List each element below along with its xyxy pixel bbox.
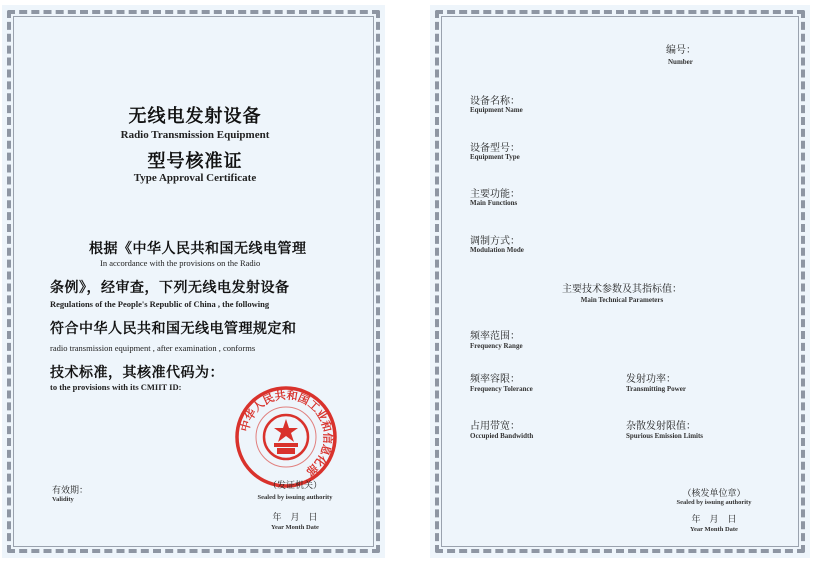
- svg-text:中华人民共和国工业和信息化部: 中华人民共和国工业和信息化部: [238, 388, 335, 478]
- body-line-2-en: Regulations of the People's Republic of China , the following: [50, 299, 270, 309]
- field-main-functions-zh: 主要功能：: [470, 189, 520, 200]
- body-line-4-zh: 技术标准，其核准代码为：: [50, 365, 224, 381]
- title-zh: 无线电发射设备: [128, 106, 262, 127]
- date-en: Year Month Date: [271, 524, 319, 531]
- field-equipment-type-zh: 设备型号：: [470, 143, 520, 154]
- subtitle-zh: 型号核准证: [147, 151, 243, 172]
- field-equipment-type-en: Equipment Type: [470, 153, 520, 161]
- body-line-1-zh: 根据《中华人民共和国无线电管理: [89, 241, 307, 257]
- field-equipment-name-zh: 设备名称：: [470, 96, 520, 107]
- official-seal-icon: [234, 385, 338, 489]
- param-transmitting-power-en: Transmitting Power: [626, 385, 686, 393]
- right-date-zh: 年 月 日: [691, 515, 737, 525]
- param-occupied-bandwidth-en: Occupied Bandwidth: [470, 432, 534, 440]
- certificate-front-page: [2, 5, 385, 558]
- params-title-en: Main Technical Parameters: [580, 296, 664, 304]
- certificate-detail-page: [430, 5, 810, 558]
- param-frequency-range-zh: 频率范围：: [470, 331, 520, 342]
- field-modulation-mode-zh: 调制方式：: [470, 236, 520, 247]
- issuer-zh: （发证机关）: [267, 481, 323, 491]
- param-frequency-tolerance-zh: 频率容限：: [470, 374, 520, 385]
- right-issuer-zh: （核发单位章）: [682, 489, 746, 499]
- field-main-functions-en: Main Functions: [470, 199, 518, 207]
- body-line-3-en: radio transmission equipment , after examination , conforms: [50, 343, 256, 353]
- body-line-1-en: In accordance with the provisions on the Radio: [100, 258, 261, 268]
- field-equipment-name-en: Equipment Name: [470, 106, 523, 114]
- param-frequency-range-en: Frequency Range: [470, 342, 523, 350]
- param-spurious-emission-en: Spurious Emission Limits: [626, 432, 704, 440]
- subtitle-en: Type Approval Certificate: [133, 172, 257, 184]
- body-line-2-zh: 条例》，经审查，下列无线电发射设备: [50, 280, 290, 296]
- title-en: Radio Transmission Equipment: [120, 129, 270, 141]
- right-date-en: Year Month Date: [690, 526, 738, 533]
- body-line-4-en: to the provisions with its CMIIT ID:: [50, 382, 182, 392]
- issuer-en: Sealed by issuing authority: [257, 494, 333, 501]
- params-title-zh: 主要技术参数及其指标值：: [562, 284, 682, 295]
- param-transmitting-power-zh: 发射功率：: [626, 374, 676, 385]
- number-en: Number: [668, 58, 693, 66]
- param-frequency-tolerance-en: Frequency Tolerance: [470, 385, 533, 393]
- right-issuer-en: Sealed by issuing authority: [676, 499, 752, 506]
- number-zh: 编号：: [666, 45, 696, 56]
- field-modulation-mode-en: Modulation Mode: [470, 246, 524, 254]
- param-spurious-emission-zh: 杂散发射限值：: [626, 421, 696, 432]
- date-zh: 年 月 日: [272, 513, 318, 523]
- validity-zh: 有效期：: [52, 486, 89, 496]
- validity-en: Validity: [52, 496, 74, 503]
- body-line-3-zh: 符合中华人民共和国无线电管理规定和: [50, 321, 297, 337]
- param-occupied-bandwidth-zh: 占用带宽：: [470, 421, 520, 432]
